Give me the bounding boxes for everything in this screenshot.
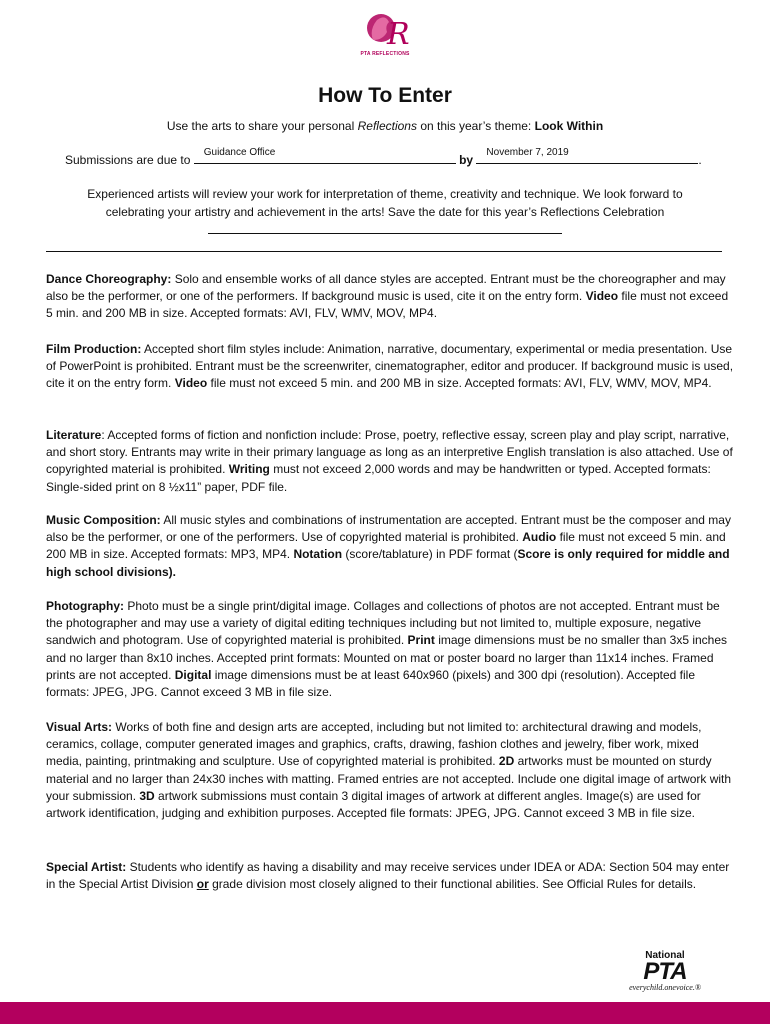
category-text-segment: Works of both fine and design arts are accepted, including but not limited to: architectural drawing and models, ceramics, collage, computer generated images and graphics, crafts, drawing, fashion clothes and jewelry, fiber work, mixed media, painting, printmaking and sculpture. Use of copyrighted material is prohibited. [46,720,702,769]
category-text-segment: 2D [498,754,515,769]
submissions-line: Submissions are due to Guidance Office by November 7, 2019 . [65,147,702,167]
category-text-segment: file must not exceed 5 min. and 200 MB in size. Accepted formats: AVI, FLV, WMV, MOV, MP4. [46,289,729,321]
celebration-line-1: Experienced artists will review your work for interpretation of theme, creativity and technique. We look forward to [87,187,683,201]
category-text-segment: must not exceed 2,000 words and may be handwritten or typed. Accepted formats: Single-sided print on 8 ½x11” paper, PDF file. [46,462,711,494]
category-text-segment: : Accepted forms of fiction and nonfiction include: Prose, poetry, reflective essay, screen play and play script, narrative, and short story. Entrants may write in their primary language as long as an interpretive English translation is also attached. Use of copyrighted material is prohibited. [46,428,733,477]
category-text-segment: or [196,877,209,892]
national-pta-logo [620,950,710,992]
category-literature: Literature: Accepted forms of fiction and nonfiction include: Prose, poetry, reflective essay, screen play and play script, narrative, and short story. Entrants may write in their primary language as long as an interpretive English translation is also attached. Use of copyrighted material is prohibited. Writing must not exceed 2,000 words and may be handwritten or typed. Accepted formats: Single-sided print on 8 ½x11” paper, PDF file. [46,428,733,494]
date-field[interactable]: November 7, 2019 [476,151,698,164]
category-text-segment: All music styles and combinations of instrumentation are accepted. Entrant must be the composer and may also be the performer, or one of the performers. Use of copyrighted material is prohibited. [46,513,731,545]
footer-bar [0,1002,770,1024]
category-text-segment: Solo and ensemble works of all dance styles are accepted. Entrant must be the choreographer and may also be the performer, or one of the performers. If background music is used, cite it on the entry form. [46,272,726,304]
category-text-segment: Print [407,633,435,648]
national-label: National [645,950,685,961]
celebration-continuation-field[interactable] [46,251,722,252]
pta-tagline: everychild.onevoice.® [629,983,701,992]
category-text-segment: image dimensions must be no smaller than 3x5 inches and no larger than 8x10 inches. Accepted print formats: Mounted on mat or poster board no larger than 11x14 inches. Framed prints are not accepted. [46,633,728,682]
theme-line: Use the arts to share your personal Reflections on this year’s theme: Look Within [166,119,604,133]
category-text-segment: image dimensions must be at least 640x960 (pixels) and 300 dpi (resolution). Accepted file formats: JPEG, JPG. Cannot exceed 3 MB in file size. [46,667,696,700]
celebration-line-2: celebrating your artistry and achievement in the arts! Save the date for this year’s Reflections Celebration [105,205,665,219]
category-text-segment: Digital [174,667,212,682]
svg-text:R: R [387,17,410,52]
category-film: Film Production: Accepted short film styles include: Animation, narrative, documentary, experimental or media presentation. Use of PowerPoint is prohibited. Entrant must be the screenwriter, cinematographer, editor and producer. If background music is used, cite it on the entry form. Video file must not exceed 5 min. and 200 MB in size. Accepted formats: AVI, FLV, WMV, MOV, MP4. [46,342,734,391]
reflections-logo [355,10,415,66]
category-text-segment: file must not exceed 5 min. and 200 MB in size. Accepted formats: MP3, MP4. [46,530,726,562]
category-text-segment: artworks must be mounted on sturdy material and no larger than 24x30 inches with matting. Framed entries are not accepted. Include one digital image of artwork with your submission. [46,754,732,803]
page-title: How To Enter [318,84,452,107]
category-visual-arts: Visual Arts: Works of both fine and design arts are accepted, including but not limited to: architectural drawing and models, ceramics, collage, computer generated images and graphics, crafts, drawing, fashion clothes and jewelry, fiber work, mixed media, painting, printmaking and sculpture. Use of copyrighted material is prohibited. 2D artworks must be mounted on sturdy material and no larger than 24x30 inches with matting. Framed entries are not accepted. Include one digital image of artwork with your submission. 3D artwork submissions must contain 3 digital images of artwork at different angles. Image(s) are used for artwork identification, judging and exhibition purposes. Accepted file formats: JPEG, JPG. Cannot exceed 3 MB in file size. [46,720,732,821]
category-photography: Photography: Photo must be a single print/digital image. Collages and collections of photos are not accepted. Entrant must be the photographer and may use a variety of digital editing techniques including but not limited to, multiple exposure, negative sandwich and photogram. Use of copyrighted material is prohibited. Print image dimensions must be no smaller than 3x5 inches and no larger than 8x10 inches. Accepted print formats: Mounted on mat or poster board no larger than 11x14 inches. Framed prints are not accepted. Digital image dimensions must be at least 640x960 (pixels) and 300 dpi (resolution). Accepted file formats: JPEG, JPG. Cannot exceed 3 MB in file size. [46,599,728,700]
category-text-segment: grade division most closely aligned to their functional abilities. See Official Rules for details. [208,877,697,892]
category-text-segment: (score/tablature) in PDF format ( [342,547,518,562]
category-dance: Dance Choreography: Solo and ensemble works of all dance styles are accepted. Entrant must be the choreographer and may also be the performer, or one of the performers. If background music is used, cite it on the entry form. Video file must not exceed 5 min. and 200 MB in size. Accepted formats: AVI, FLV, WMV, MOV, MP4. [46,272,729,321]
category-text-segment: Video [174,376,208,391]
category-text-segment: file must not exceed 5 min. and 200 MB in size. Accepted formats: AVI, FLV, WMV, MOV, MP4. [207,376,712,391]
logo-text: PTA REFLECTIONS [360,51,410,57]
category-text-segment: Photo must be a single print/digital image. Collages and collections of photos are not accepted. Entrant must be the photographer and may use a variety of digital editing techniques including but not limited to, multiple exposure, negative sandwich and photogram. Use of copyrighted material is prohibited. [46,599,720,648]
category-text-segment: Notation [293,547,343,562]
category-text-segment: Accepted short film styles include: Animation, narrative, documentary, experimental or media presentation. Use of PowerPoint is prohibited. Entrant must be the screenwriter, cinematographer, editor and producer. If background music is used, cite it on the entry form. [46,342,734,391]
category-text-segment: Writing [228,462,270,477]
category-music: Music Composition: All music styles and combinations of instrumentation are accepted. Entrant must be the composer and may also be the performer, or one of the performers. Use of copyrighted material is prohibited. Audio file must not exceed 5 min. and 200 MB in size. Accepted formats: MP3, MP4. Notation (score/tablature) in PDF format (Score is only required for middle and high school divisions). [46,513,731,579]
category-text-segment: Video [585,289,619,304]
category-special-artist: Special Artist: Students who identify as having a disability and may receive services under IDEA or ADA: Section 504 may enter in the Special Artist Division or grade division most closely aligned to their functional abilities. See Official Rules for details. [46,860,730,892]
category-text-segment: Students who identify as having a disability and may receive services under IDEA or ADA: Section 504 may enter in the Special Artist Division [46,860,730,892]
category-text-segment: 3D [139,788,155,803]
pta-wordmark: PTA [643,958,687,985]
reflections-profile-icon [363,10,410,52]
category-text-segment: Audio [522,530,557,545]
celebration-date-field[interactable] [208,233,562,234]
category-text-segment: Score is only required for middle and high school divisions). [46,547,730,579]
category-text-segment: artwork submissions must contain 3 digital images of artwork at different angles. Image(s) are used for artwork identification, judging and exhibition purposes. Accepted file formats: JPEG, JPG. Cannot exceed 3 MB in file size. [46,788,701,821]
location-field[interactable]: Guidance Office [194,151,456,164]
